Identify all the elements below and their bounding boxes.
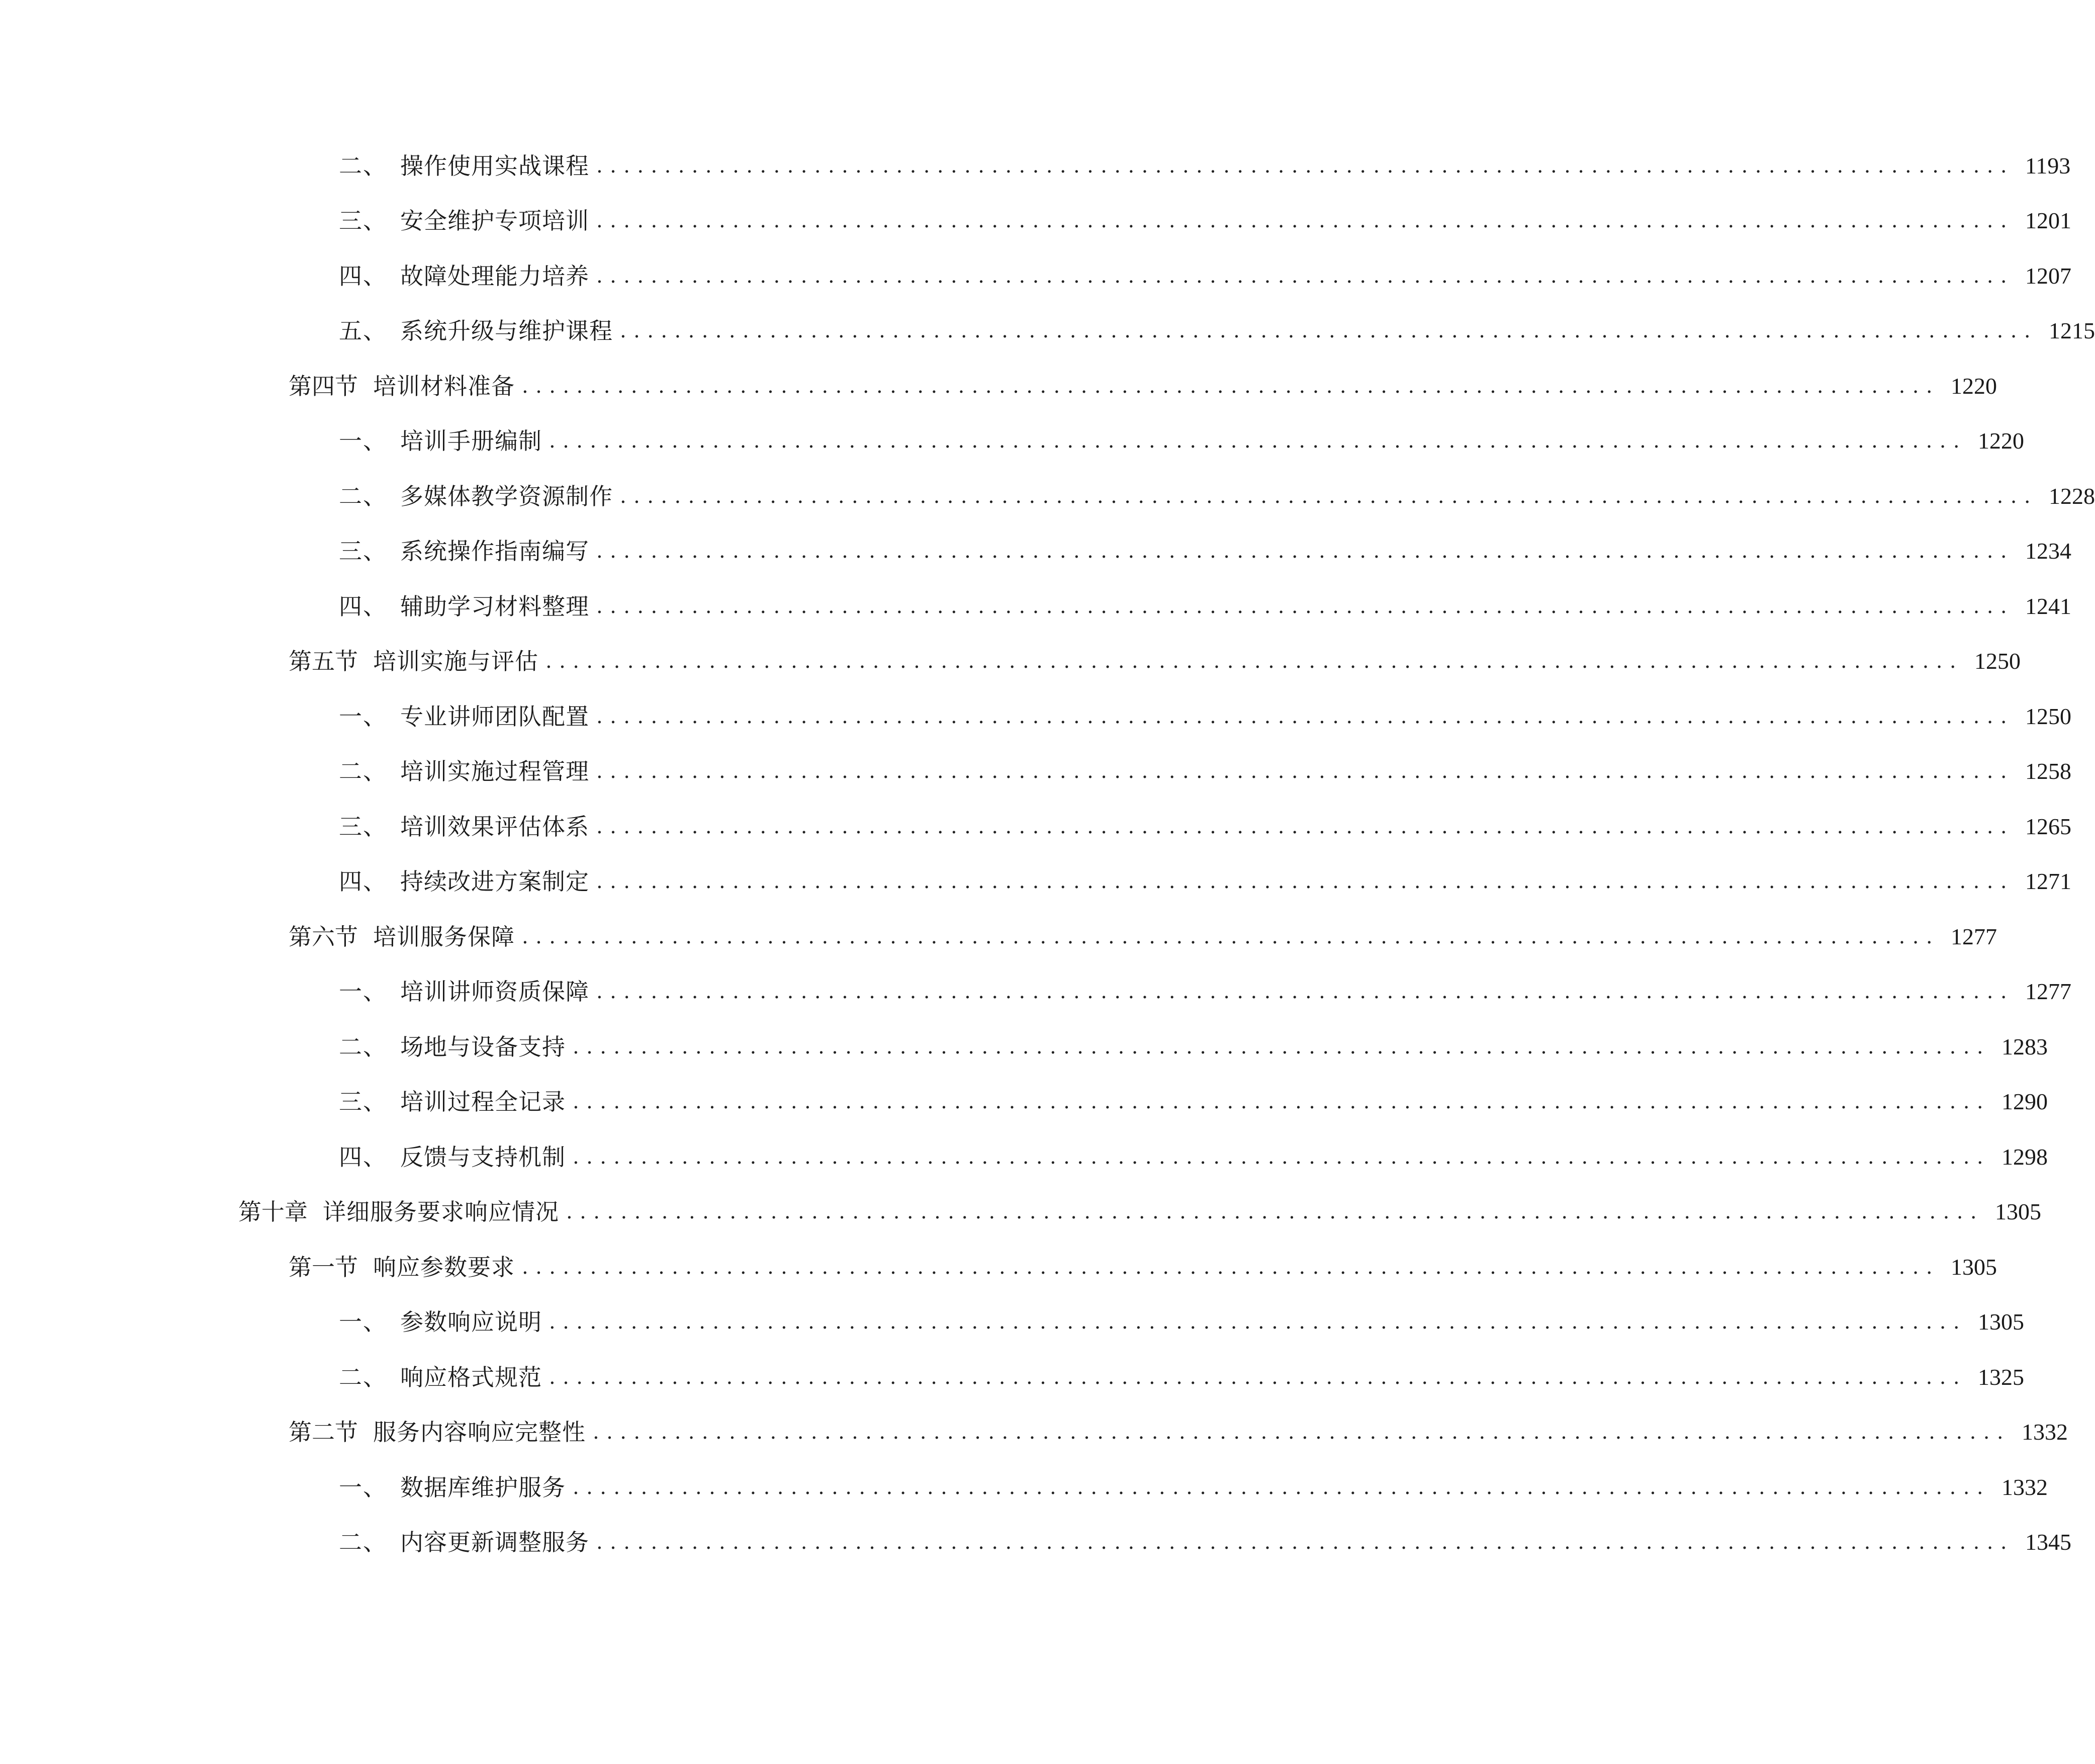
dot-leader: ........................................................................................................ [573, 1145, 1990, 1169]
entry-page-number: 1345 [2025, 1529, 2071, 1555]
toc-entry[interactable] [238, 1194, 2041, 1229]
dot-leader: ........................................................................................................ [549, 429, 1967, 453]
entry-title: 服务内容响应完整性 [373, 1419, 586, 1446]
entry-title: 培训材料准备 [373, 373, 515, 400]
entry-number: 二、 [339, 1364, 387, 1391]
entry-page-number: 1220 [1950, 373, 1997, 399]
entry-number: 一、 [339, 1474, 387, 1501]
dot-leader: ........................................................................................................ [596, 870, 2014, 893]
entry-title: 系统操作指南编写 [400, 538, 589, 565]
toc-entry[interactable] [339, 203, 2071, 238]
toc-entry[interactable] [339, 809, 2071, 844]
toc-entry[interactable] [339, 974, 2071, 1009]
toc-entry[interactable] [339, 258, 2071, 294]
dot-leader: ........................................................................................................ [549, 1310, 1967, 1334]
entry-page-number: 1332 [2021, 1419, 2068, 1445]
entry-number: 第二节 [289, 1419, 358, 1446]
toc-entry[interactable] [289, 919, 1997, 954]
toc-entry[interactable] [289, 644, 2021, 679]
entry-title: 内容更新调整服务 [400, 1529, 589, 1556]
dot-leader: ........................................................................................................ [596, 209, 2014, 232]
entry-number: 二、 [339, 152, 387, 180]
entry-page-number: 1271 [2025, 868, 2071, 894]
entry-number: 四、 [339, 1143, 387, 1171]
entry-page-number: 1305 [1950, 1254, 1997, 1280]
entry-title: 数据库维护服务 [400, 1474, 566, 1501]
toc-entry[interactable] [339, 534, 2071, 569]
toc-entry[interactable] [339, 1525, 2071, 1560]
entry-title: 参数响应说明 [400, 1308, 542, 1336]
toc-entry[interactable] [339, 1139, 2048, 1175]
entry-number: 一、 [339, 978, 387, 1005]
entry-page-number: 1234 [2025, 538, 2071, 564]
entry-page-number: 1201 [2025, 208, 2071, 233]
entry-title: 系统升级与维护课程 [400, 317, 613, 344]
dot-leader: ........................................................................................................ [596, 1531, 2014, 1554]
entry-page-number: 1277 [1950, 924, 1997, 949]
entry-title: 辅助学习材料整理 [400, 593, 589, 620]
entry-title: 多媒体教学资源制作 [400, 483, 613, 510]
dot-leader: ........................................................................................................ [596, 815, 2014, 838]
toc-entry[interactable] [339, 864, 2071, 899]
entry-title: 反馈与支持机制 [400, 1143, 566, 1171]
dot-leader: ........................................................................................................ [593, 1421, 2011, 1444]
entry-page-number: 1193 [2025, 153, 2071, 179]
toc-entry[interactable] [339, 1470, 2048, 1505]
entry-number: 第十章 [238, 1198, 308, 1225]
entry-number: 五、 [339, 317, 387, 344]
entry-number: 一、 [339, 427, 387, 455]
entry-page-number: 1283 [2001, 1034, 2048, 1060]
toc-entry[interactable] [339, 699, 2071, 734]
dot-leader: ........................................................................................................ [549, 1366, 1967, 1389]
dot-leader: ........................................................................................................ [596, 595, 2014, 618]
entry-title: 详细服务要求响应情况 [323, 1198, 559, 1225]
dot-leader: ........................................................................................................ [545, 650, 1963, 673]
entry-title: 培训讲师资质保障 [400, 978, 589, 1005]
entry-page-number: 1332 [2001, 1474, 2048, 1500]
dot-leader: ........................................................................................................ [596, 154, 2014, 178]
dot-leader: ........................................................................................................ [573, 1035, 1990, 1059]
toc-entry[interactable] [339, 479, 2095, 514]
entry-number: 四、 [339, 593, 387, 620]
entry-number: 二、 [339, 483, 387, 510]
entry-page-number: 1228 [2048, 483, 2095, 509]
entry-number: 三、 [339, 813, 387, 840]
entry-title: 响应格式规范 [400, 1364, 542, 1391]
entry-number: 第六节 [289, 923, 358, 950]
entry-title: 培训过程全记录 [400, 1088, 566, 1115]
entry-page-number: 1305 [1994, 1199, 2041, 1224]
entry-title: 响应参数要求 [373, 1254, 515, 1281]
toc-entry[interactable] [339, 1029, 2048, 1065]
toc-entry[interactable] [289, 1250, 1997, 1285]
dot-leader: ........................................................................................................ [596, 540, 2014, 563]
dot-leader: ........................................................................................................ [596, 705, 2014, 728]
entry-number: 第五节 [289, 648, 358, 675]
toc-entry[interactable] [339, 148, 2071, 184]
toc-entry[interactable] [339, 1304, 2024, 1340]
entry-page-number: 1258 [2025, 758, 2071, 784]
dot-leader: ........................................................................................................ [522, 925, 1940, 948]
entry-page-number: 1207 [2025, 263, 2071, 289]
dot-leader: ........................................................................................................ [596, 980, 2014, 1003]
entry-title: 培训手册编制 [400, 427, 542, 455]
entry-number: 二、 [339, 1033, 387, 1061]
toc-entry[interactable] [339, 313, 2095, 348]
dot-leader: ........................................................................................................ [620, 485, 2038, 508]
entry-page-number: 1290 [2001, 1089, 2048, 1114]
entry-page-number: 1325 [1977, 1364, 2024, 1390]
entry-title: 培训实施过程管理 [400, 758, 589, 785]
toc-entry[interactable] [339, 589, 2071, 624]
entry-page-number: 1250 [1974, 648, 2021, 674]
toc-entry[interactable] [339, 754, 2071, 789]
entry-number: 三、 [339, 538, 387, 565]
dot-leader: ........................................................................................................ [573, 1476, 1990, 1499]
entry-number: 一、 [339, 1308, 387, 1336]
entry-title: 培训实施与评估 [373, 648, 538, 675]
entry-title: 安全维护专项培训 [400, 207, 589, 234]
entry-title: 培训效果评估体系 [400, 813, 589, 840]
toc-entry[interactable] [339, 423, 2024, 459]
entry-page-number: 1250 [2025, 703, 2071, 729]
entry-number: 三、 [339, 207, 387, 234]
toc-entry[interactable] [339, 1084, 2048, 1119]
entry-page-number: 1298 [2001, 1144, 2048, 1170]
entry-title: 场地与设备支持 [400, 1033, 566, 1061]
entry-number: 第四节 [289, 373, 358, 400]
dot-leader: ........................................................................................................ [620, 319, 2038, 342]
toc-entry[interactable] [339, 1360, 2024, 1395]
entry-title: 专业讲师团队配置 [400, 703, 589, 730]
dot-leader: ........................................................................................................ [596, 760, 2014, 783]
entry-page-number: 1277 [2025, 979, 2071, 1004]
toc-entry[interactable] [289, 1415, 2068, 1450]
entry-page-number: 1220 [1977, 428, 2024, 454]
entry-title: 持续改进方案制定 [400, 868, 589, 895]
entry-title: 操作使用实战课程 [400, 152, 589, 180]
entry-number: 第一节 [289, 1254, 358, 1281]
entry-number: 四、 [339, 868, 387, 895]
entry-number: 二、 [339, 1529, 387, 1556]
toc-entry[interactable] [289, 369, 1997, 404]
entry-title: 培训服务保障 [373, 923, 515, 950]
entry-page-number: 1265 [2025, 814, 2071, 839]
dot-leader: ........................................................................................................ [566, 1200, 1984, 1223]
entry-page-number: 1241 [2025, 593, 2071, 619]
dot-leader: ........................................................................................................ [573, 1090, 1990, 1113]
dot-leader: ........................................................................................................ [596, 264, 2014, 288]
entry-page-number: 1215 [2048, 318, 2095, 343]
entry-number: 一、 [339, 703, 387, 730]
dot-leader: ........................................................................................................ [522, 375, 1940, 398]
entry-number: 二、 [339, 758, 387, 785]
entry-page-number: 1305 [1977, 1309, 2024, 1335]
entry-title: 故障处理能力培养 [400, 262, 589, 290]
entry-number: 四、 [339, 262, 387, 290]
entry-number: 三、 [339, 1088, 387, 1115]
dot-leader: ........................................................................................................ [522, 1256, 1940, 1279]
